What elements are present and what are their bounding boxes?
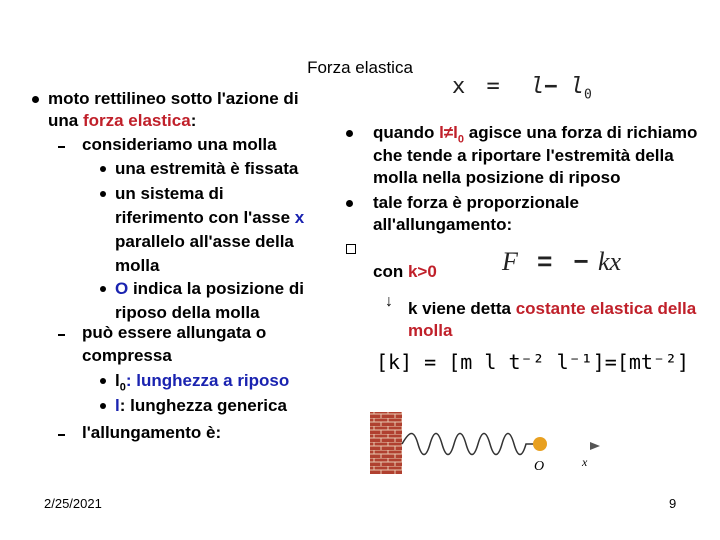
mass-ball-icon bbox=[533, 437, 547, 451]
left-b1-line2: una forza elastica: bbox=[48, 111, 197, 130]
left-sub1-item2-l4: molla bbox=[115, 256, 160, 275]
arrow-down-icon: ↓ bbox=[385, 293, 393, 310]
dash bbox=[58, 334, 65, 336]
left-sub1: consideriamo una molla bbox=[82, 135, 277, 154]
force-F: F bbox=[502, 247, 518, 276]
left-sub1-item2-l2: riferimento con l'asse x bbox=[115, 208, 305, 227]
force-eq: = bbox=[537, 246, 553, 276]
left-sub1-item2-l3: parallelo all'asse della bbox=[115, 232, 294, 251]
diagram-x: x bbox=[582, 455, 588, 469]
left-sub2-item1: $l_0$: lunghezza a riposo bbox=[115, 371, 290, 394]
dash bbox=[58, 146, 65, 148]
formula-l0: l bbox=[570, 74, 584, 99]
diagram-O: O bbox=[534, 459, 545, 474]
left-sub1-item3-l2: riposo della molla bbox=[115, 303, 260, 322]
formula-l: l bbox=[531, 74, 545, 99]
units-formula: [k] = [m l t⁻² l⁻¹]=[mt⁻²] bbox=[376, 350, 690, 374]
slide-title: Forza elastica bbox=[307, 58, 413, 77]
bullet bbox=[100, 378, 106, 384]
right-r2-l1: tale forza è proporzionale bbox=[373, 193, 579, 212]
bullet bbox=[346, 130, 353, 137]
right-r4-l2: molla bbox=[408, 321, 453, 340]
square-bullet-icon bbox=[346, 244, 356, 254]
bullet bbox=[100, 403, 106, 409]
right-r1-l1: quando $l\ne l_0$ agisce una forza di richiamo bbox=[373, 123, 698, 146]
bullet bbox=[100, 191, 106, 197]
left-sub2-l2: compressa bbox=[82, 346, 172, 365]
formula-eq: = bbox=[486, 74, 500, 99]
spring-icon bbox=[402, 434, 534, 455]
left-sub1-item3-l1: O indica la posizione di bbox=[115, 279, 304, 298]
left-b1-line1: moto rettilineo sotto l'azione di bbox=[48, 89, 299, 108]
right-r4-l1: k viene detta costante elastica della bbox=[408, 299, 697, 318]
left-sub2-l1: può essere allungata o bbox=[82, 323, 267, 342]
left-sub1-item2-l1: un sistema di bbox=[115, 184, 224, 203]
bullet bbox=[100, 286, 106, 292]
formula-minus: − bbox=[544, 74, 558, 99]
formula-sub0: 0 bbox=[584, 87, 592, 103]
spring-diagram bbox=[370, 410, 610, 476]
formula-x: x bbox=[452, 74, 466, 99]
left-sub3: l'allungamento è: bbox=[82, 423, 222, 442]
right-r3: con k>0 bbox=[373, 262, 437, 281]
right-r1-l2: che tende a riportare l'estremità della bbox=[373, 146, 674, 165]
footer-page-number: 9 bbox=[669, 496, 677, 511]
bullet bbox=[346, 200, 353, 207]
dash bbox=[58, 434, 65, 436]
left-sub2-item2: l: lunghezza generica bbox=[115, 396, 287, 415]
bullet bbox=[32, 96, 39, 103]
bullet bbox=[100, 166, 106, 172]
elongation-formula bbox=[452, 74, 592, 102]
right-r1-l3: molla nella posizione di riposo bbox=[373, 168, 621, 187]
footer-date: 2/25/2021 bbox=[44, 496, 102, 511]
force-kx: kx bbox=[597, 247, 622, 276]
x-axis-arrow-icon bbox=[590, 442, 600, 450]
right-r2-l2: all'allungamento: bbox=[373, 215, 513, 234]
force-minus: − bbox=[573, 246, 589, 276]
force-formula bbox=[502, 246, 621, 277]
wall-icon bbox=[370, 412, 402, 474]
left-sub1-item1: una estremità è fissata bbox=[115, 159, 299, 178]
